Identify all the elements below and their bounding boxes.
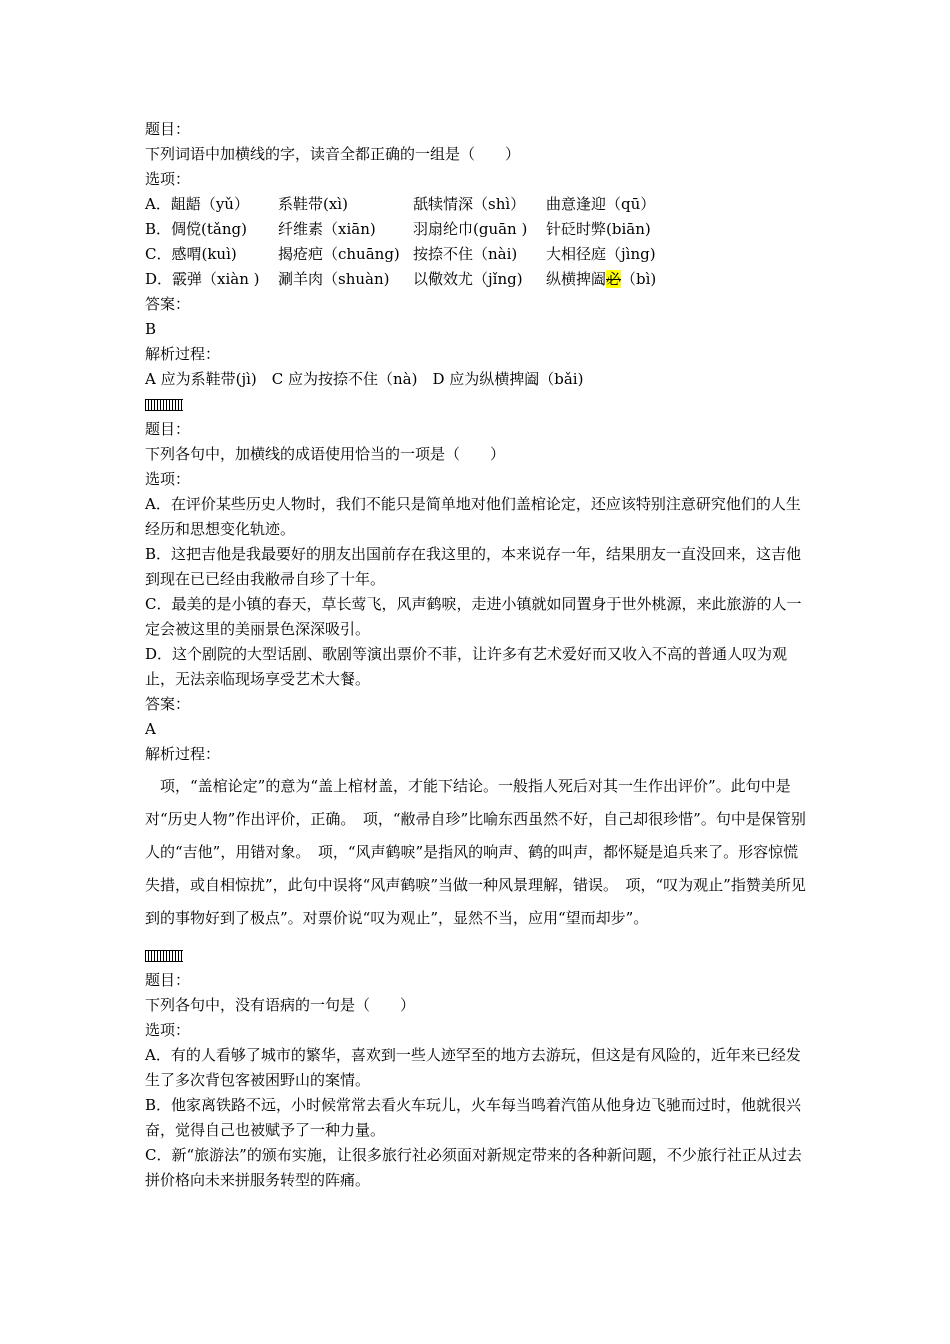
q1-b-1: B．倜傥(tǎng) [145,220,247,238]
separator-1 [145,392,810,417]
q1-question: 下列词语中加横线的字，读音全都正确的一组是（ ） [145,145,521,163]
q2-analysis: 项，“盖棺论定”的意为“盖上棺材盖，才能下结论。一般指人死后对其一生作出评价”。此句中是对“历史人物”作出评价，正确。 项，“敝帚自珍”比喻东西虽然不好，自己却很珍惜”。句中是保管别人的“吉他”，用错对象。 项，“风声鹤唳”是指风的响声、鹤的叫声，都怀疑是追兵来了。形容惊慌失措，或自相惊扰”，此句中误将“风声鹤唳”当做一种风景理解，错误。 项，“叹为观止”指赞美所见到的事物好到了极点”。对票价说“叹为观止”，显然不当，应用“望而却步”。 [145,777,806,927]
question-1 [145,117,810,392]
q1-c-2: 揭疮疤（chuāng) [278,245,400,263]
q2-question: 下列各句中，加横线的成语使用恰当的一项是（ ） [145,445,506,463]
separator-glyph-1 [145,399,183,411]
q2-option-a: A．在评价某些历史人物时，我们不能只是简单地对他们盖棺论定，还应该特别注意研究他们的人生经历和思想变化轨迹。 [145,495,801,538]
q1-title-label: 题目： [145,120,191,138]
q2-title-label: 题目： [145,420,191,438]
q1-d-4-highlight: 必 [606,270,622,288]
question-2 [145,417,810,935]
q1-option-row-d [145,267,810,292]
q3-options-label: 选项： [145,1021,191,1039]
q1-d-4-tail: （bì) [621,270,657,288]
q1-a-4: 曲意逢迎（qū） [546,195,656,213]
q3-title-label: 题目： [145,971,191,989]
separator-2 [145,943,810,968]
q1-a-1: A．龃龉（yǔ） [145,195,249,213]
q2-answer-label: 答案： [145,695,191,713]
q3-option-a: A．有的人看够了城市的繁华，喜欢到一些人迹罕至的地方去游玩，但这是有风险的，近年来已经发生了多次背包客被困野山的案情。 [145,1046,801,1089]
q3-option-b: B．他家离铁路不远，小时候常常去看火车玩儿，火车每当鸣着汽笛从他身边飞驰而过时，他就很兴奋，觉得自己也被赋予了一种力量。 [145,1096,802,1139]
q1-d-2: 涮羊肉（shuàn) [278,270,390,288]
q1-analysis: A 应为系鞋带(jì) C 应为按捺不住（nà) D 应为纵横捭阖（bǎi) [145,370,584,388]
q1-d-4-word: 纵横捭阖 [546,270,607,288]
q1-answer: B [145,320,157,338]
q1-b-3: 羽扇纶巾(guān ) [413,220,528,238]
q2-analysis-label: 解析过程： [145,745,221,763]
q2-answer: A [145,720,156,738]
q1-b-2: 纤维素（xiān) [278,220,376,238]
q2-options-label: 选项： [145,470,191,488]
q3-question: 下列各句中，没有语病的一句是（ ） [145,996,416,1014]
q1-d-3: 以儆效尤（jǐng) [413,270,523,288]
q1-a-2: 系鞋带(xì) [278,195,348,213]
separator-glyph-2 [145,950,183,962]
q1-c-4: 大相径庭（jìng) [546,245,656,263]
q1-d-1: D．霰弹（xiàn ) [145,270,260,288]
q1-b-4: 针砭时弊(biān) [546,220,651,238]
q2-option-d: D．这个剧院的大型话剧、歌剧等演出票价不菲，让许多有艺术爱好而又收入不高的普通人叹为观止，无法亲临现场享受艺术大餐。 [145,645,788,688]
q1-c-3: 按捺不住（nài) [413,245,518,263]
q1-option-row-a [145,192,810,217]
q1-option-row-b [145,217,810,242]
question-3 [145,968,810,1193]
q1-a-3: 舐犊情深（shì） [413,195,526,213]
q1-d-4 [546,267,656,292]
q1-analysis-label: 解析过程： [145,345,221,363]
q1-answer-label: 答案： [145,295,191,313]
q1-c-1: C．感喟(kuì) [145,245,237,263]
q1-option-row-c [145,242,810,267]
q1-options-label: 选项： [145,170,191,188]
q2-option-c: C．最美的是小镇的春天，草长莺飞，风声鹤唳，走进小镇就如同置身于世外桃源，来此旅游的人一定会被这里的美丽景色深深吸引。 [145,595,802,638]
q2-option-b: B．这把吉他是我最要好的朋友出国前存在我这里的，本来说存一年，结果朋友一直没回来，这吉他到现在已已经由我敝帚自珍了十年。 [145,545,802,588]
q3-option-c: C．新“旅游法”的颁布实施，让很多旅行社必须面对新规定带来的各种新问题，不少旅行社正从过去拼价格向未来拼服务转型的阵痛。 [145,1146,802,1189]
